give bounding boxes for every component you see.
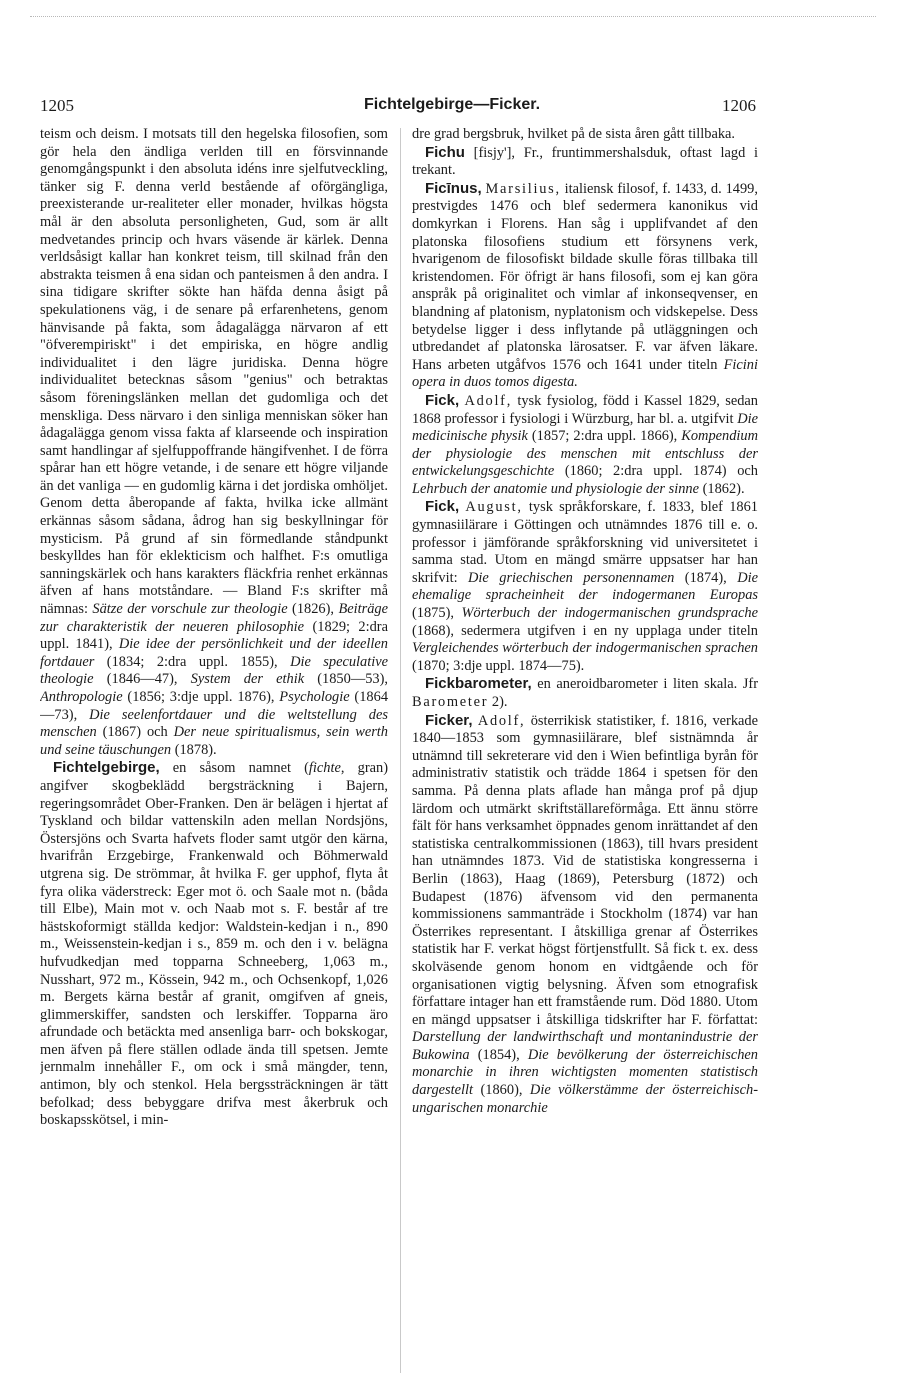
entry-ficker [412,712,758,1118]
entry-text: (1862). [698,480,745,497]
entry-fickbarometer [412,675,758,711]
work-title: Die seelenfortdauer und die weltstellung des menschen [40,706,388,741]
entry-fichte-continuation [40,126,388,759]
entry-headword: Fichtelgebirge, [52,759,160,777]
entry-text: (1854), [469,1046,528,1063]
entry-text: (1868), sedermera utgifven i en ny upplaga under titeln [412,622,758,639]
entry-text: (1826), [287,601,339,618]
entry-text: (1860; 2:dra uppl. 1874) och [554,463,758,480]
entry-text: en aneroidbarometer i liten skala. Jfr [531,676,758,693]
entry-text: (1834; 2:dra uppl. 1855), [94,653,291,670]
work-title: Ficini opera in duos tomos digesta. [412,356,758,391]
work-title: Sätze der vorschule zur theologie [92,601,288,618]
work-title: Lehrbuch der anatomie und physiologie der sinne [412,480,699,497]
entry-text: , gran) angifver skogbeklädd bergsträckning i Bajern, regeringsområdet Ober-Franken. Den är belägen i hjertat af Tyskland och bildar vattenskiln aden mellan Nordsjöns, Östersjöns och Svarta hafvets floder samt utgör den kärna, hvarifrån Erzgebirge, Frankenwald och Böhmerwald utgrena sig. De strömmar, åt hvilka F. ger upphof, flyta åt fyra olika väderstreck: Eger mot ö. och Saale mot n. (båda till Elbe), Main mot v. och Naab mot s. F. består af tre hästskoformigt ställda kedjor: Waldstein-kedjan i n., 890 m., Weissenstein-kedjan i s., 859 m. och den i v. belägna hufvudkedjan med topparna Schneeberg, 1,063 m., Nusshart, 972 m., Kössein, 942 m., och Ochsenkopf, 1,026 m. Bergets kärna består af granit, omgifven af gneis, glimmerskiffer, sandsten och lerskiffer. Topparna äro afrundade och betäckta med ansenliga barr- och bokskogar, men äfven på flere ställen odlade ända till spetsen. Jemte jernmalm innehåller F., om ock i små mängder, tenn, antimon, bly och stenkol. Hela bergssträckningen är tätt befolkad; dess bebyggare drifva mest åkerbruk och boskapsskötsel, i min- [40,760,388,1129]
entry-ficinus [412,180,758,392]
entry-text: österrikisk statistiker, f. 1816, verkade 1840—1853 som gymnasiilärare, blef sistnämnda år utnämnd till sekreterare vid den i Wien befintliga byrån för administrativ statistik och trädde 1864 i spetsen för den samma. På denna plats aflade han många prof på djup lärdom och utmärkt skriftställareförmåga. Ett ännu större fält för hans verksamhet öppnades genom inrättandet af den statistiska centralkommissionen (1863), till hvars president han utnämndes 1873. Vid de statistiska kongresserna i Berlin (1863), Haag (1869), Petersburg (1872) och Budapest (1876) äfvensom vid den permanenta kommissionens sammanträde i Stockholm (1874) var han Österrikes representant. I åtskilliga grenar af Österrikes statistik har F. verkat högst förtjenstfullt. Så fick t. ex. dess skolväsende genom honom en vidtgående och för organisationen vigtig belysning. Äfven som etnografisk författare intager han ett framstående rum. Död 1880. Utom en mängd uppsatser i åtskilliga tidskrifter har F. författat: [412,712,758,1028]
work-title: Die idee der persönlichkeit und der ideellen fortdauer [40,636,388,670]
entry-headword: Ficker, [424,711,473,729]
entry-text: (1860), [473,1082,530,1099]
entry-person-name: August, [465,499,523,516]
entry-italic: fichte [308,760,341,777]
entry-text: (1878). [171,741,217,758]
entry-text: (1850—53), [304,671,388,688]
entry-text: tysk språkforskare, f. 1833, blef 1861 gymnasiilärare i Göttingen och utnämndes 1876 till e. o. professor i jämförande språkforskning vid universitetet i samma stad. Utom en mängd smärre uppsatser har han skrifvit: [412,499,758,586]
work-title: Die völkerstämme der österreichisch-ungarischen monarchie [412,1082,758,1116]
entry-text: teism och deism. I motsats till den hegelska filosofien, som gör hela den ändliga verlden till en försvinnande genomgångspunkt i den absoluta idéns inre sjelfutveckling, tänker sig F. denna verld bestående af oförgängliga, preexisterande ur-realiteter eller monader, hvilkas högsta mål är den absoluta personligheten, Gud, som är allt medvetandes princip och hvars väsende är kärlek. Denna verldsåsigt kallar han konkret teism, till skilnad från den abstrakta teismen å ena sidan och panteismen å den andra. I sina tidigare skrifter sökte han häfda denna åsigt på spekulationens väg, i de senare på erfarenhetens, genom hänvisande på fakta, som ådagalägga närvaron af ett "öfverempiriskt" i det empiriska, en högre andlig individualitet i den lägre juridiska. Denna högre individualitet betecknas såsom "genius" och betraktas såsom föreningslänken mellan det gudomliga och det menskliga. Dess närvaro i den sinliga menniskan söker han ådagalägga genom vissa fakta af klarseende och inspiration samt handlingar af sjelfuppoffrande hängifvenhet. I de förra spårar han ett högre vetande, i de senare ett högre viljande än det vanliga — en gudomlig kärna i det jordiska omhöljet. Genom detta åberopande af fakta, hvilka icke allmänt erkännas såsom sådana, ådrog han sig beskyllningar för mysticism. På grund af sin förmedlande ståndpunkt beskylldes han för eklekticism och halfhet. F:s omutliga sanningskärlek och hans karakters fläckfria renhet erkännas äfven af hans motståndare. — Bland F:s skrifter må nämnas: [40,126,388,618]
cross-reference: Barometer [412,694,489,710]
work-title: Beiträge zur charakteristik der neueren philosophie [40,601,388,635]
top-dotted-rule [30,16,876,17]
page-number-right: 1206 [722,96,756,115]
work-title: Psychologie [279,689,350,705]
page-header [0,96,904,120]
work-title: Die medicinische physik [412,410,758,445]
entry-text: (1856; 3:dje uppl. 1876), [122,689,280,705]
entry-headword: Ficīnus, [424,179,482,197]
entry-headword: Fickbarometer, [424,675,532,693]
running-title: Fichtelgebirge—Ficker. [363,96,541,113]
entry-headword: Fick, [424,498,460,516]
entry-text: 2). [488,694,508,710]
work-title: Vergleichendes wörterbuch der indogermanischen sprachen [412,640,758,657]
entry-text: (1857; 2:dra uppl. 1866), [527,428,682,445]
entry-text: (1874), [674,569,738,586]
entry-fichtelgebirge-continuation [412,126,758,144]
work-title: Wörterbuch der indogermanischen grundsprache [461,605,758,622]
entry-text: (1867) och [96,724,174,741]
work-title: Die bevölkerung der österreichischen monarchie in ihren wichtigsten momenten statistisch dargestellt [412,1046,758,1099]
work-title: Anthropologie [40,689,123,705]
entry-text: (1864—73), [40,689,388,723]
work-title: Die griechischen personennamen [468,569,675,586]
column-divider [400,128,401,1373]
entry-fick-august [412,498,758,675]
left-column [40,126,388,1381]
work-title: Kompendium der physiologie des menschen mit entschluss der entwickelungsgeschichte [412,428,758,480]
entry-person-name: Adolf, [477,712,526,729]
entry-fichtelgebirge [40,759,388,1129]
entry-text: [fisjy'], Fr., fruntimmershalsduk, oftast lagd i trekant. [412,144,758,179]
work-title: Darstellung der landwirthschaft und montanindustrie der Bukowina [412,1029,758,1063]
entry-fick-adolf [412,392,758,499]
entry-person-name: Adolf, [464,392,513,409]
entry-text: (1870; 3:dje uppl. 1874—75). [412,657,585,674]
work-title: Die ehemalige spracheinheit der indogermanen Europas [412,569,758,604]
entry-text: (1875), [412,605,462,622]
entry-headword: Fichu [424,143,465,161]
right-column [412,126,758,1381]
entry-text: (1829; 2:dra uppl. 1841), [40,618,388,653]
entry-headword: Fick, [424,391,460,409]
page-number-left: 1205 [40,96,74,115]
entry-person-name: Marsilius, [485,180,561,197]
entry-text: (1846—47), [93,671,191,688]
work-title: Die speculative theologie [40,653,388,688]
work-title: System der ethik [190,671,305,688]
entry-text: dre grad bergsbruk, hvilket på de sista åren gått tillbaka. [412,126,736,142]
entry-fichu [412,144,758,180]
entry-text: en såsom namnet ( [159,760,309,777]
work-title: Der neue spiritualismus, sein werth und seine täuschungen [40,724,388,758]
entry-text: italiensk filosof, f. 1433, d. 1499, prestvigdes 1476 och blef sedermera kanonikus vid domkyrkan i Florens. Han såg i upplifvandet af den platonska filosofiens studium ett försynens verk, hvarigenom de filosofiskt bildade skulle föras tillbaka till kristendomen. För öfrigt är hans filosofi, som ej kan göra anspråk på originalitet och vimlar af inkonseqvenser, en blandning af platonism, nyplatonism och vidskepelse. Dess betydelse ligger i dess inflytande på utläggningen och utbredandet af platonska lärosatser. F. var äfven läkare. Hans arbeten utgåfvos 1576 och 1641 under titeln [412,180,758,373]
entry-text: tysk fysiolog, född i Kassel 1829, sedan 1868 professor i fysiologi i Würzburg, har bl. a. utgifvit [412,392,758,427]
